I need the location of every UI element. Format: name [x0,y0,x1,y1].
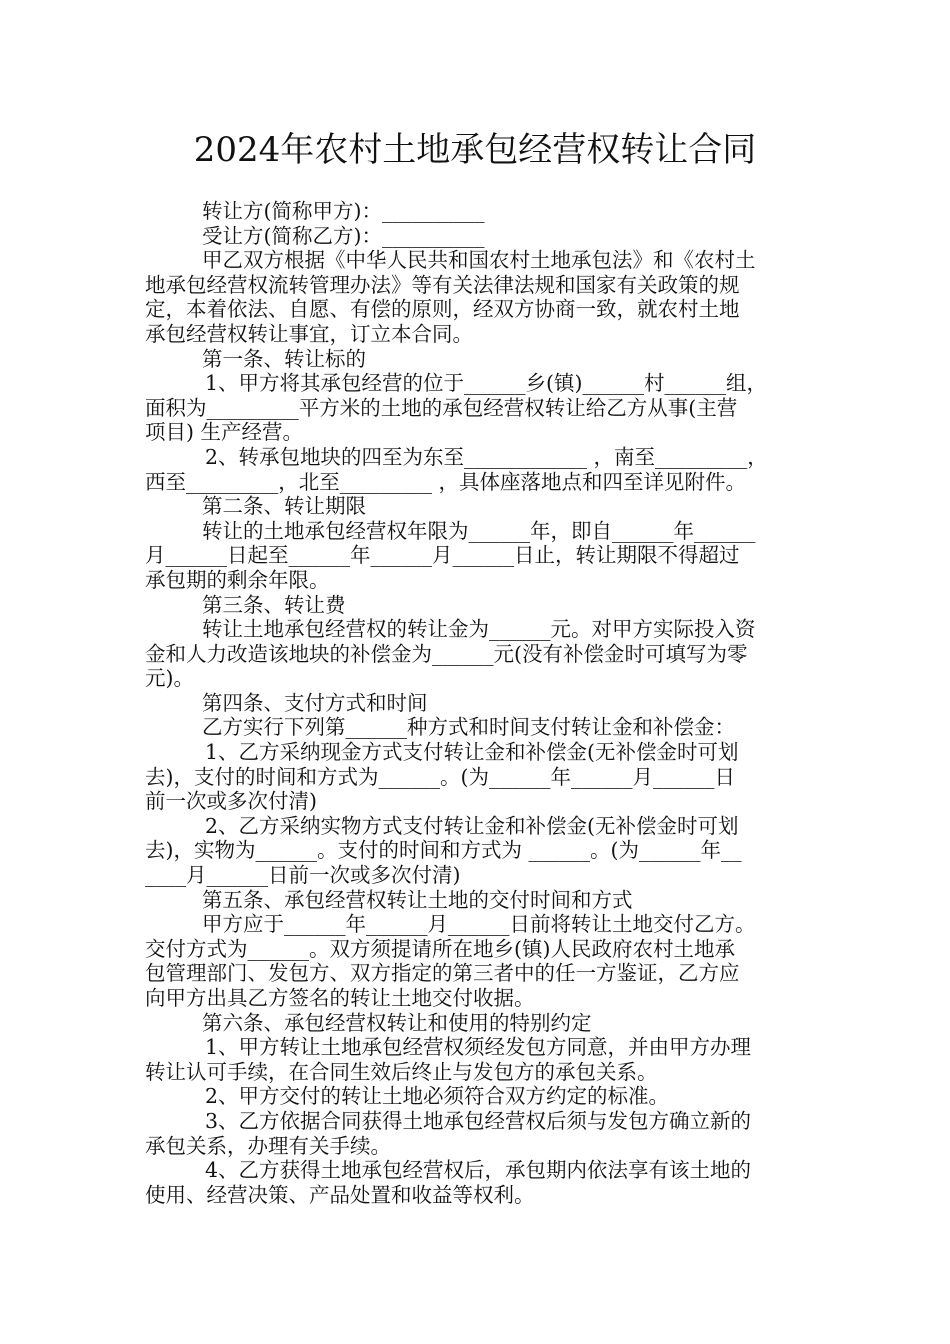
clause-line: 转让土地承包经营权的转让金为______元。对甲方实际投入资 [202,617,756,642]
clause-line: 交付方式为______。双方须提请所在地乡(镇)人民政府农村土地承 [145,936,735,961]
clause-line: 3、乙方依据合同获得土地承包经营权后须与发包方确立新的 [205,1108,752,1133]
clause-line: 1、甲方转让土地承包经营权须经发包方同意，并由甲方办理 [205,1035,752,1060]
clause-line: 甲方应于______年______月______日前将转让土地交付乙方。 [202,912,756,937]
clause-line: 2、甲方交付的转让土地必须符合双方约定的标准。 [205,1084,670,1109]
document-title: 2024年农村土地承包经营权转让合同 [193,130,757,170]
clause-line: 面积为_________平方米的土地的承包经营权转让给乙方从事(主营 [145,395,738,420]
clause-line: 2、乙方采纳实物方式支付转让金和补偿金(无补偿金时可划 [205,813,739,838]
article-heading: 第三条、转让费 [202,592,346,617]
clause-line: 去)，实物为______。支付的时间和方式为 ______。(为______年__ [145,838,742,863]
article-heading: 第五条、承包经营权转让土地的交付时间和方式 [202,887,633,912]
party-b-line: 受让方(简称乙方)：__________ [202,223,485,248]
clause-line: 1、甲方将其承包经营的位于______乡(镇)______村______组， [205,371,768,396]
clause-line: 1、乙方采纳现金方式支付转让金和补偿金(无补偿金时可划 [205,740,739,765]
clause-line: 转让的土地承包经营权年限为______年，即自______年______ [202,518,756,543]
preamble-line: 甲乙双方根据《中华人民共和国农村土地承包法》和《农村土 [202,248,756,273]
contract-body [145,199,810,1207]
clause-line: 月______日起至______年______月______日止，转让期限不得超过 [145,543,740,568]
clause-line: 乙方实行下列第______种方式和时间支付转让金和补偿金： [202,715,735,740]
clause-line: 2、转承包地块的四至为东至____________ ，南至_________， [205,444,768,469]
article-heading: 第四条、支付方式和时间 [202,690,428,715]
clause-line: 前一次或多次付清) [145,789,317,814]
article-heading: 第六条、承包经营权转让和使用的特别约定 [202,1010,592,1035]
clause-line: 转让认可手续，在合同生效后终止与发包方的承包关系。 [145,1059,658,1084]
clause-line: ____月______日前一次或多次付清) [145,863,461,888]
clause-line: 项目) 生产经营。 [145,420,304,445]
party-a-line: 转让方(简称甲方)：__________ [202,199,485,223]
clause-line: 元)。 [145,666,194,691]
clause-line: 承包期的剩余年限。 [145,567,330,592]
clause-line: 4、乙方获得土地承包经营权后，承包期内依法享有该土地的 [205,1158,752,1183]
article-heading: 第一条、转让标的 [202,346,366,371]
preamble-line: 承包经营权转让事宜，订立本合同。 [145,321,473,346]
article-heading: 第二条、转让期限 [202,494,366,519]
clause-line: 去)，支付的时间和方式为______。(为______年______月______日 [145,764,735,789]
clause-line: 使用、经营决策、产品处置和收益等权利。 [145,1182,535,1207]
clause-line: 承包关系，办理有关手续。 [145,1133,391,1158]
clause-line: 向甲方出具乙方签名的转让土地交付收据。 [145,986,535,1010]
clause-line: 西至_________，北至_________ ，具体座落地点和四至详见附件。 [145,469,747,494]
clause-line: 金和人力改造该地块的补偿金为______元(没有补偿金时可填写为零 [145,641,748,666]
preamble-line: 地承包经营权流转管理办法》等有关法律法规和国家有关政策的规 [145,272,740,297]
clause-line: 包管理部门、发包方、双方指定的第三者中的任一方鉴证，乙方应 [145,961,740,986]
preamble-line: 定，本着依法、自愿、有偿的原则，经双方协商一致，就农村土地 [145,297,740,322]
